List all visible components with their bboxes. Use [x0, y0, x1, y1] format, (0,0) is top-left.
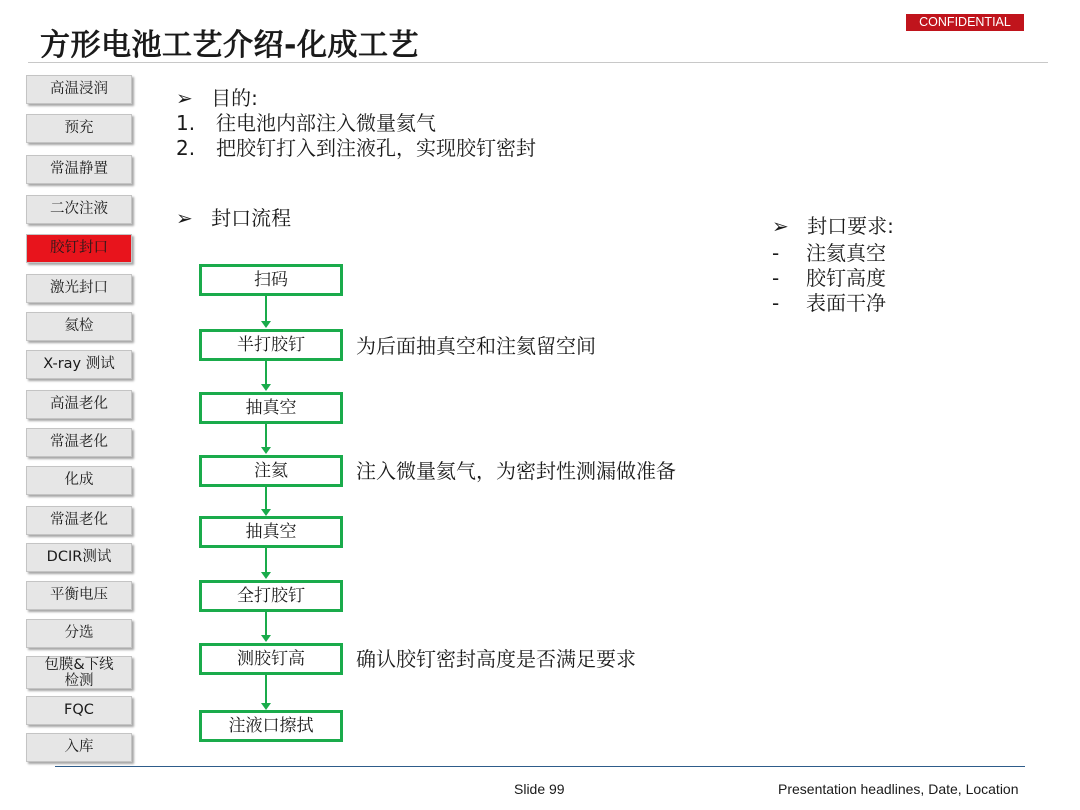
- flow-step-wipe-fill-port: 注液口擦拭: [199, 710, 343, 742]
- sidebar-item-precharge[interactable]: 预充: [26, 114, 132, 143]
- flow-arrow-line: [265, 487, 267, 509]
- sidebar-item-rt-aging-1[interactable]: 常温老化: [26, 428, 132, 457]
- flow-arrow-line: [265, 296, 267, 321]
- purpose-item-text: 把胶钉打入到注液孔，实现胶钉密封: [216, 136, 536, 160]
- requirement-text: 表面干净: [806, 291, 886, 315]
- dash-bullet: -: [772, 266, 780, 290]
- flow-note-nail-height: 确认胶钉密封高度是否满足要求: [356, 647, 636, 671]
- slide-number: Slide 99: [514, 781, 565, 797]
- flow-arrow-head-icon: [261, 635, 271, 642]
- title-divider: [28, 62, 1048, 63]
- flow-arrow-head-icon: [261, 509, 271, 516]
- sidebar-item-formation[interactable]: 化成: [26, 466, 132, 495]
- flow-arrow-line: [265, 612, 267, 635]
- bullet-arrow-icon: ➢: [176, 206, 193, 230]
- dash-bullet: -: [772, 241, 780, 265]
- flow-arrow-line: [265, 548, 267, 572]
- flow-step-full-press-nail: 全打胶钉: [199, 580, 343, 612]
- sidebar-item-rubber-nail-seal[interactable]: 胶钉封口: [26, 234, 132, 263]
- sidebar-item-rt-aging-2[interactable]: 常温老化: [26, 506, 132, 535]
- flow-arrow-head-icon: [261, 703, 271, 710]
- flow-step-helium-inject: 注氦: [199, 455, 343, 487]
- requirement-item: [772, 241, 886, 265]
- sidebar-item-laser-seal[interactable]: 激光封口: [26, 274, 132, 303]
- purpose-item: [176, 136, 536, 160]
- flow-arrow-head-icon: [261, 572, 271, 579]
- requirement-text: 胶钉高度: [806, 266, 886, 290]
- flow-arrow-head-icon: [261, 447, 271, 454]
- purpose-item: [176, 111, 436, 135]
- flow-arrow-line: [265, 361, 267, 384]
- flow-arrow-head-icon: [261, 384, 271, 391]
- bullet-arrow-icon: ➢: [772, 214, 789, 238]
- bullet-arrow-icon: ➢: [176, 86, 193, 110]
- process-heading-line: [176, 206, 291, 230]
- flow-note-helium: 注入微量氦气，为密封性测漏做准备: [356, 459, 676, 483]
- sidebar-item-second-fill[interactable]: 二次注液: [26, 195, 132, 224]
- sidebar-item-sorting[interactable]: 分选: [26, 619, 132, 648]
- sidebar-item-high-temp-aging[interactable]: 高温老化: [26, 390, 132, 419]
- sidebar-item-helium-check[interactable]: 氦检: [26, 312, 132, 341]
- requirement-item: [772, 291, 886, 315]
- page-title: 方形电池工艺介绍-化成工艺: [40, 28, 419, 63]
- purpose-heading: 目的:: [211, 86, 258, 110]
- dash-bullet: -: [772, 291, 780, 315]
- purpose-item-number: 2.: [176, 136, 196, 160]
- flow-arrow-line: [265, 424, 267, 447]
- requirement-text: 注氦真空: [806, 241, 886, 265]
- flow-step-scan: 扫码: [199, 264, 343, 296]
- footer-info: Presentation headlines, Date, Location: [778, 781, 1019, 797]
- flow-step-vacuum-1: 抽真空: [199, 392, 343, 424]
- footer-divider: [55, 766, 1025, 767]
- process-heading: 封口流程: [211, 206, 292, 230]
- sidebar-item-balance-voltage[interactable]: 平衡电压: [26, 581, 132, 610]
- purpose-item-text: 往电池内部注入微量氦气: [216, 111, 436, 135]
- requirements-heading: 封口要求:: [807, 214, 894, 238]
- requirements-heading-line: [772, 214, 894, 238]
- sidebar-item-wrap-offline-test[interactable]: 包膜&下线 检测: [26, 656, 132, 689]
- sidebar-item-fqc[interactable]: FQC: [26, 696, 132, 725]
- flow-step-vacuum-2: 抽真空: [199, 516, 343, 548]
- flow-arrow-head-icon: [261, 321, 271, 328]
- flow-step-measure-nail-height: 测胶钉高: [199, 643, 343, 675]
- requirement-item: [772, 266, 886, 290]
- confidential-badge: CONFIDENTIAL: [906, 14, 1024, 31]
- flow-note-half-press: 为后面抽真空和注氦留空间: [356, 334, 596, 358]
- flow-arrow-line: [265, 675, 267, 703]
- flow-step-half-press-nail: 半打胶钉: [199, 329, 343, 361]
- sidebar-item-warehouse[interactable]: 入库: [26, 733, 132, 762]
- purpose-heading-line: [176, 86, 258, 110]
- sidebar-item-dcir-test[interactable]: DCIR测试: [26, 543, 132, 572]
- sidebar-item-high-temp-soak[interactable]: 高温浸润: [26, 75, 132, 104]
- purpose-item-number: 1.: [176, 111, 196, 135]
- sidebar-item-rt-rest[interactable]: 常温静置: [26, 155, 132, 184]
- sidebar-item-xray-test[interactable]: X-ray 测试: [26, 350, 132, 379]
